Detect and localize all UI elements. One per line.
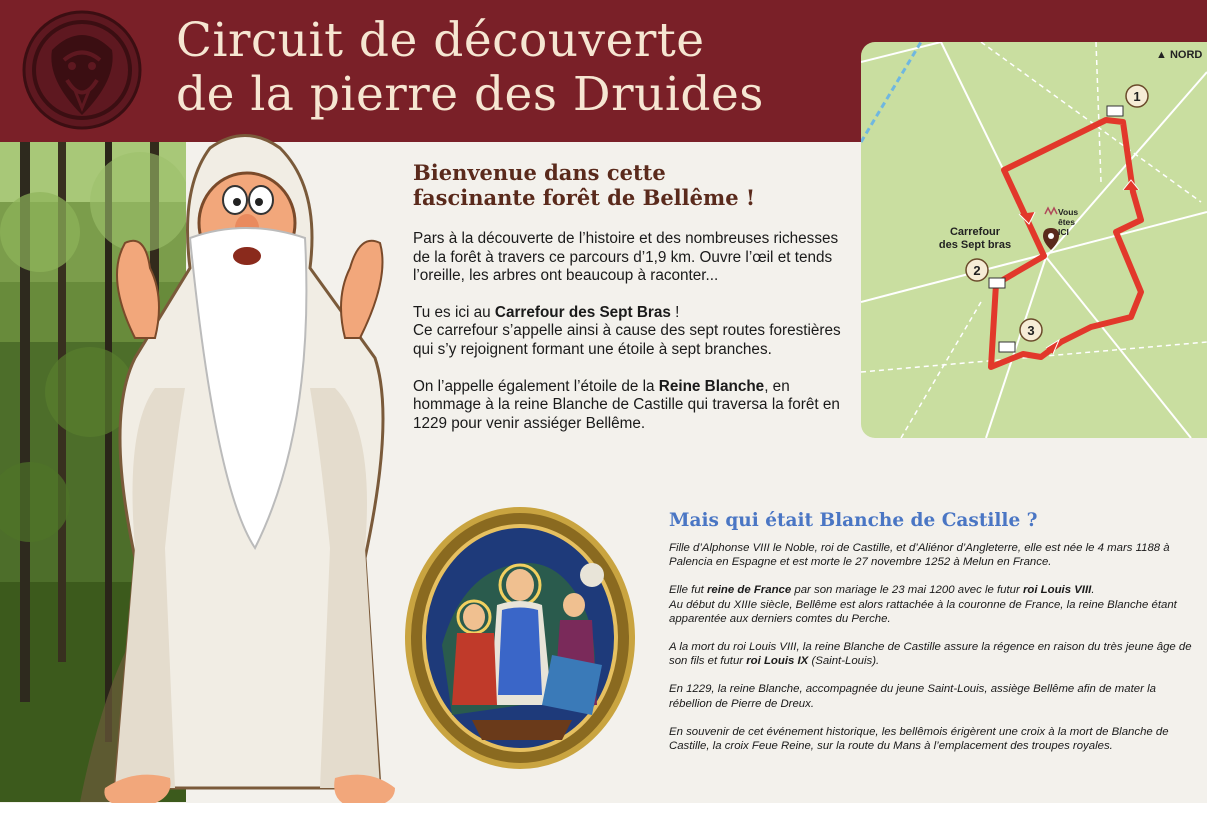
intro-p3-text: On l’appelle également l’étoile de la: [413, 377, 659, 395]
welcome-heading-line-2: fascinante forêt de Bellême !: [413, 185, 756, 210]
bio-paragraph-5: En souvenir de cet événement historique, les bellêmois érigèrent une croix à la mort de Blanche de Castille, la croix Feue Reine, sur la route du Mans à l’emplacement des troupes royales.: [669, 725, 1169, 753]
bio-paragraph-3: [669, 640, 1199, 668]
welcome-heading-line-1: Bienvenue dans cette: [413, 160, 666, 185]
intro-text: [413, 230, 843, 451]
bio-p2-b: reine de France: [707, 584, 792, 597]
stop-2-label: 2: [973, 263, 981, 278]
bio-p2-d: roi Louis VIII: [1022, 584, 1092, 597]
intro-p2-suffix: !: [670, 303, 680, 321]
intro-paragraph-3: [413, 378, 843, 434]
bio-p2-e: .: [1091, 584, 1095, 597]
bio-p3-c: (Saint-Louis).: [808, 655, 880, 668]
bio-paragraph-1: Fille d’Alphonse VIII le Noble, roi de Castille, et d’Aliénor d’Angleterre, elle est née le 4 mars 1188 à Palencia en Espagne et est morte le 27 novembre 1252 à Melun en France.: [669, 542, 1170, 569]
intro-p3-bold: Reine Blanche: [658, 377, 765, 395]
intro-paragraph-1: Pars à la découverte de l’histoire et des nombreuses richesses de la forêt à travers ce parcours d’1,9 km. Ouvre l’œil et tends l’oreille, les arbres ont beaucoup à raconter...: [413, 230, 839, 285]
intro-p2-line2: Ce carrefour s’appelle ainsi à cause des sept routes forestières qui s’y rejoignent formant une étoile à sept branches.: [413, 322, 841, 358]
druid-emblem-logo: [22, 10, 142, 130]
stained-glass-window-image: [402, 505, 638, 771]
bio-p2-line2: Au début du XIIIe siècle, Bellême est alors rattachée à la couronne de France, la reine Blanche étant apparentée aux derniers comtes du Perche.: [669, 598, 1177, 625]
map-label-you-are-here: [1058, 207, 1086, 237]
title-line-1: Circuit de découverte: [176, 13, 705, 68]
bio-paragraph-2: [669, 583, 1199, 626]
bio-p2-c: par son mariage le 23 mai 1200 avec le futur: [791, 584, 1023, 597]
map-label-carrefour-line-1: Carrefour: [949, 226, 1001, 238]
bio-p3-b: roi Louis IX: [746, 655, 809, 668]
page-title: [176, 14, 764, 122]
bio-p3-a: A la mort du roi Louis VIII, la reine Blanche de Castille assure la régence en raison du très jeune âge de son fils et futur: [669, 641, 1192, 668]
trail-map: [861, 42, 1207, 438]
intro-p2-text: Tu es ici au: [413, 303, 495, 321]
you-are-here-line-2: êtes: [1058, 217, 1076, 227]
druid-character-illustration: [95, 128, 405, 810]
intro-p2-bold: Carrefour des Sept Bras: [494, 303, 671, 321]
bio-text: [669, 541, 1199, 767]
bio-heading: Mais qui était Blanche de Castille ?: [669, 510, 1038, 531]
you-are-here-line-3: ICI: [1058, 227, 1069, 237]
stop-1-label: 1: [1133, 89, 1141, 104]
intro-paragraph-2: [413, 304, 843, 360]
you-are-here-line-1: Vous: [1058, 207, 1079, 217]
bio-p2-a: Elle fut: [669, 584, 707, 597]
title-line-2: de la pierre des Druides: [176, 67, 764, 122]
stop-3-label: 3: [1027, 323, 1035, 338]
intro-p3-suffix: , en hommage à la reine Blanche de Castille qui traversa la forêt en 1229 pour venir assiéger Bellême.: [413, 377, 840, 432]
bio-paragraph-4: En 1229, la reine Blanche, accompagnée du jeune Saint-Louis, assiège Bellême afin de mater la rébellion de Pierre de Dreux.: [669, 683, 1156, 710]
map-label-carrefour: [934, 226, 1016, 252]
north-arrow-icon: ▲: [1156, 49, 1167, 61]
welcome-heading: [413, 160, 843, 210]
bottom-strip: [0, 803, 1207, 819]
north-label: NORD: [1169, 49, 1203, 61]
north-indicator: [1156, 49, 1202, 61]
map-label-carrefour-line-2: des Sept bras: [938, 239, 1012, 251]
